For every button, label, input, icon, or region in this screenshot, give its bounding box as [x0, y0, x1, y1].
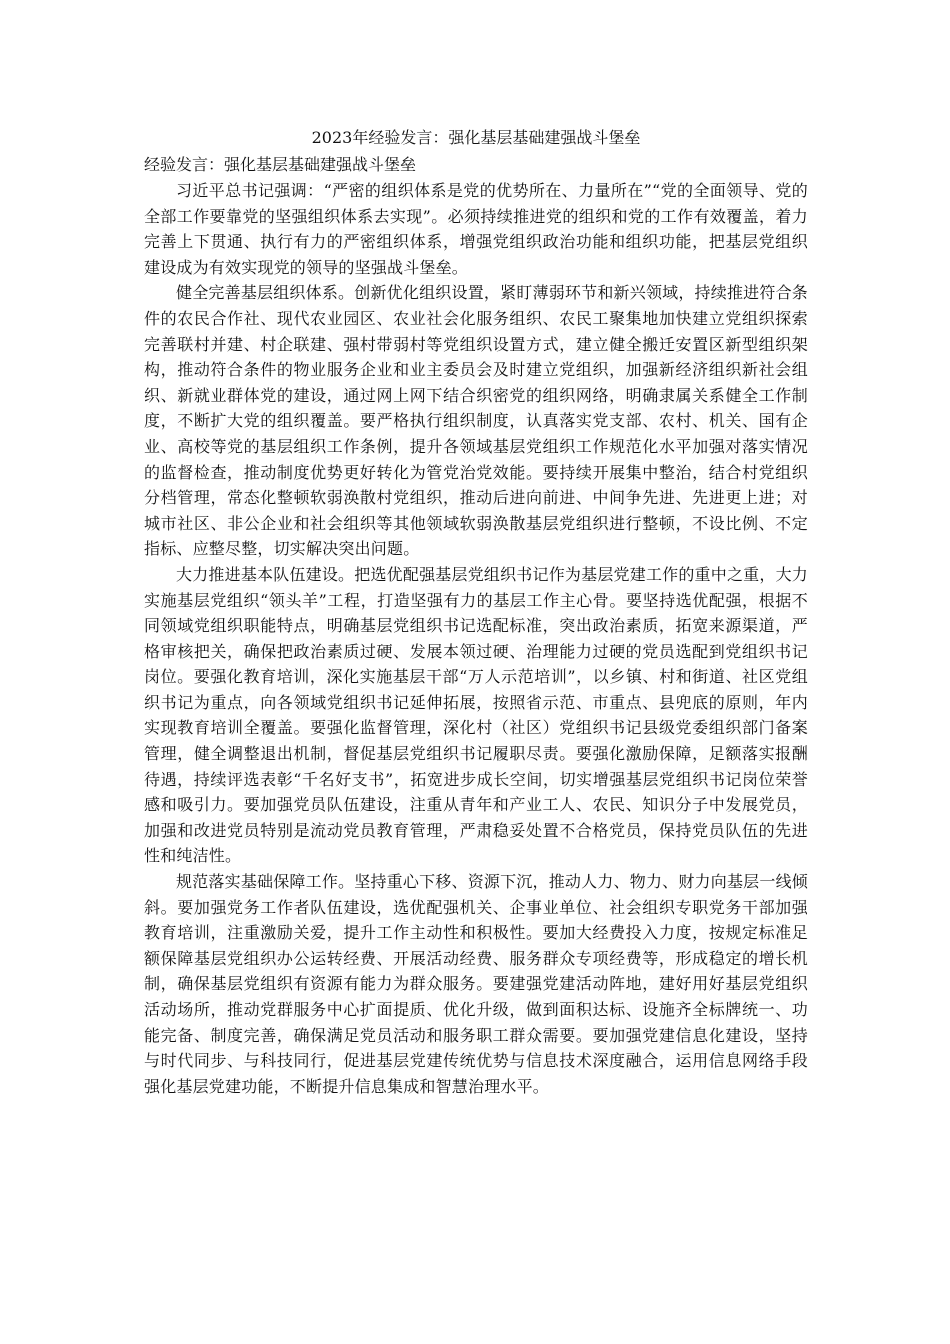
paragraph-intro: 习近平总书记强调：“严密的组织体系是党的优势所在、力量所在”“党的全面领导、党的全部工作要靠党的坚强组织体系去实现”。必须持续推进党的组织和党的工作有效覆盖，着力完善上下贯通、执行有力的严密组织体系，增强党组织政治功能和组织功能，把基层党组织建设成为有效实现党的领导的坚强战斗堡垒。	[144, 181, 808, 277]
paragraph-organization-system: 健全完善基层组织体系。创新优化组织设置，紧盯薄弱环节和新兴领域，持续推进符合条件的农民合作社、现代农业园区、农业社会化服务组织、农民工聚集地加快建立党组织探索完善联村并建、村企联建、强村带弱村等党组织设置方式，建立健全搬迁安置区新型组织架构，推动符合条件的物业服务企业和业主委员会及时建立党组织，加强新经济组织新社会组织、新就业群体党的建设，通过网上网下结合织密党的组织网络，明确隶属关系健全工作制度，不断扩大党的组织覆盖。要严格执行组织制度，认真落实党支部、农村、机关、国有企业、高校等党的基层组织工作条例，提升各领域基层党组织工作规范化水平加强对落实情况的监督检查，推动制度优势更好转化为管党治党效能。要持续开展集中整治，结合村党组织分档管理，常态化整顿软弱涣散村党组织，推动后进向前进、中间争先进、先进更上进；对城市社区、非公企业和社会组织等其他领域软弱涣散基层党组织进行整顿，不设比例、不定指标、应整尽整，切实解决突出问题。	[144, 283, 808, 559]
document-title: 2023年经验发言：强化基层基础建强战斗堡垒	[311, 128, 641, 147]
document-subtitle: 经验发言：强化基层基础建强战斗堡垒	[144, 155, 417, 174]
paragraph-basic-guarantee: 规范落实基础保障工作。坚持重心下移、资源下沉，推动人力、物力、财力向基层一线倾斜。要加强党务工作者队伍建设，选优配强机关、企事业单位、社会组织专职党务干部加强教育培训，注重激励关爱，提升工作主动性和积极性。要加大经费投入力度，按规定标准足额保障基层党组织办公运转经费、开展活动经费、服务群众专项经费等，形成稳定的增长机制，确保基层党组织有资源有能力为群众服务。要建强党建活动阵地，建好用好基层党组织活动场所，推动党群服务中心扩面提质、优化升级，做到面积达标、设施齐全标牌统一、功能完备、制度完善，确保满足党员活动和服务职工群众需要。要加强党建信息化建设，坚持与时代同步、与科技同行，促进基层党建传统优势与信息技术深度融合，运用信息网络手段强化基层党建功能，不断提升信息集成和智慧治理水平。	[144, 872, 808, 1096]
paragraph-team-building: 大力推进基本队伍建设。把选优配强基层党组织书记作为基层党建工作的重中之重，大力实施基层党组织“领头羊”工程，打造坚强有力的基层工作主心骨。要坚持选优配强，根据不同领域党组织职能特点，明确基层党组织书记选配标准，突出政治素质，拓宽来源渠道，严格审核把关，确保把政治素质过硬、发展本领过硬、治理能力过硬的党员选配到党组织书记岗位。要强化教育培训，深化实施基层干部“万人示范培训”，以乡镇、村和街道、社区党组织书记为重点，向各领域党组织书记延伸拓展，按照省示范、市重点、县兜底的原则，年内实现教育培训全覆盖。要强化监督管理，深化村（社区）党组织书记县级党委组织部门备案管理，健全调整退出机制，督促基层党组织书记履职尽责。要强化激励保障，足额落实报酬待遇，持续评选表彰“千名好支书”，拓宽进步成长空间，切实增强基层党组织书记岗位荣誉感和吸引力。要加强党员队伍建设，注重从青年和产业工人、农民、知识分子中发展党员，加强和改进党员特别是流动党员教育管理，严肃稳妥处置不合格党员，保持党员队伍的先进性和纯洁性。	[144, 564, 808, 866]
document-page	[144, 124, 808, 1099]
